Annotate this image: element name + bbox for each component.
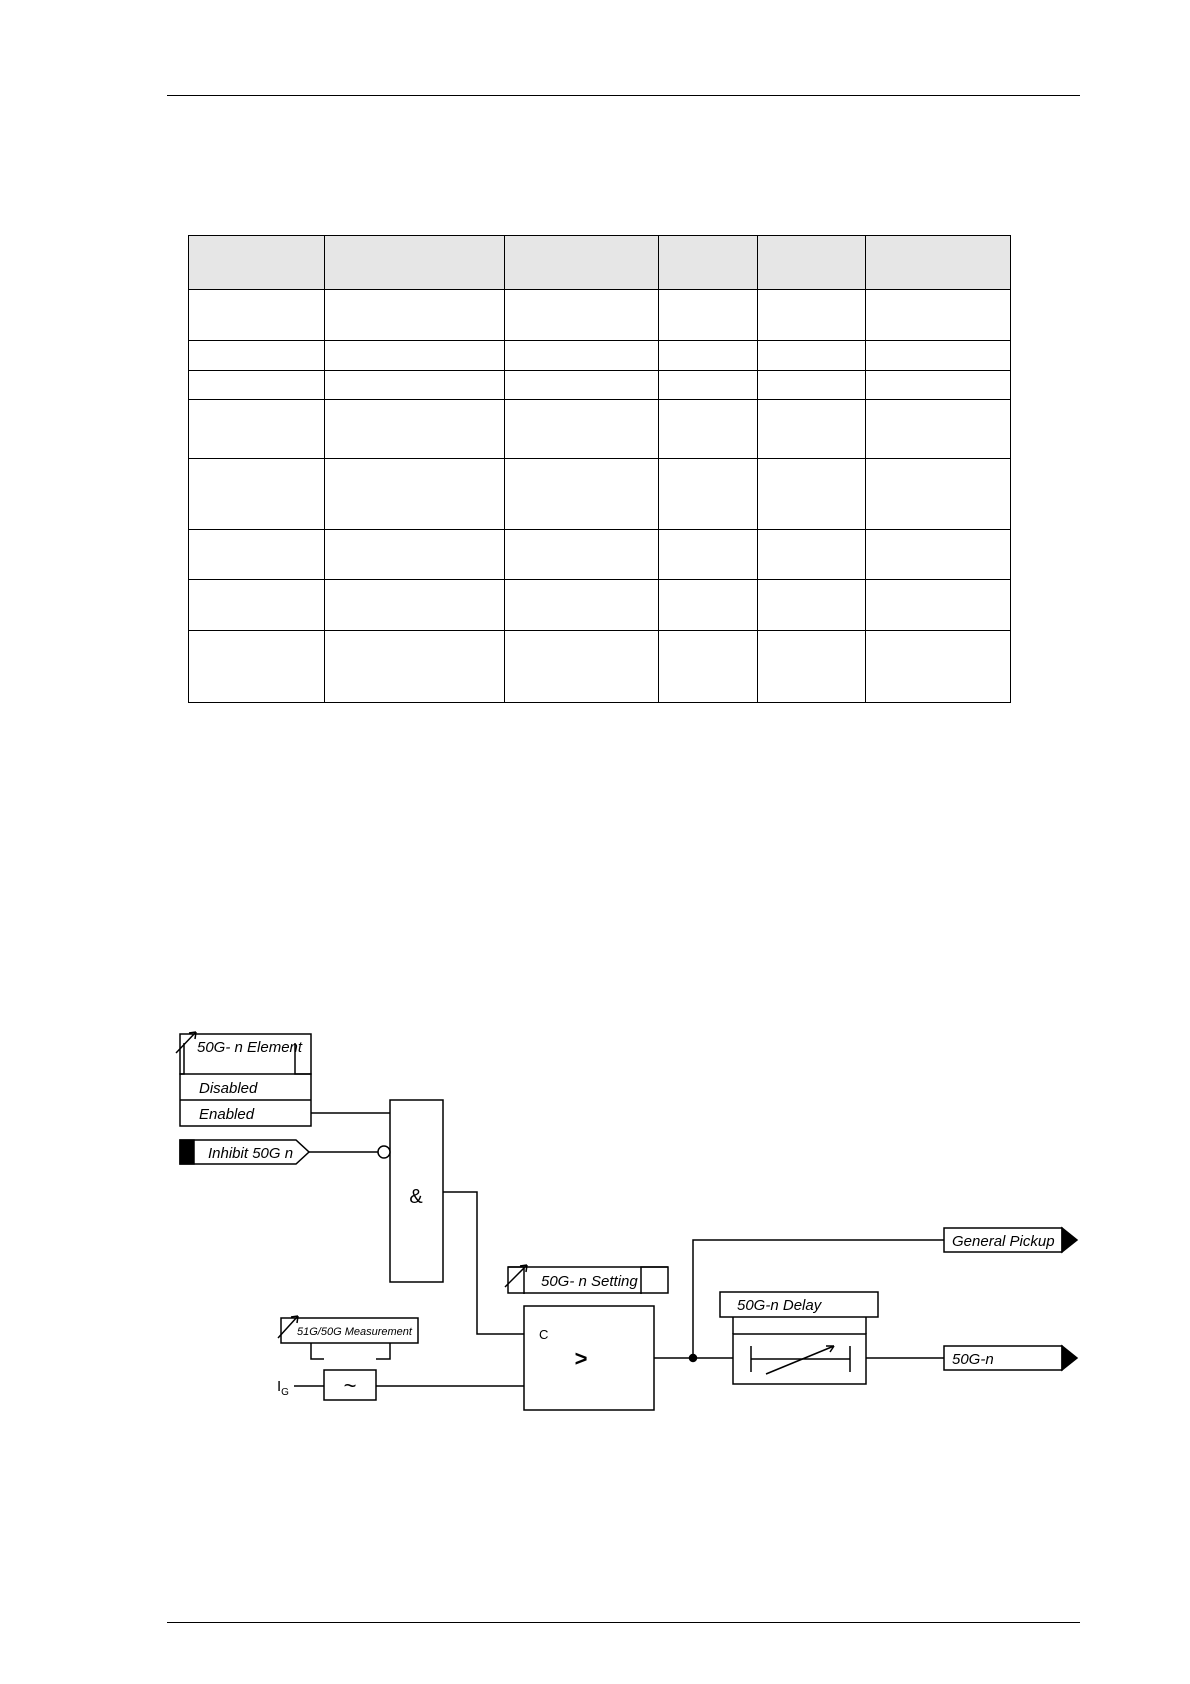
measurement-setting-label: 51G/50G Measurement: [297, 1326, 412, 1338]
and-gate-symbol: &: [409, 1186, 423, 1208]
output-arrow-icon: [1062, 1346, 1077, 1370]
setting-arrow-icon: [176, 1032, 196, 1053]
trip-output-label: 50G-n: [952, 1351, 994, 1368]
element-setting-block: [176, 1032, 311, 1126]
trip-output: [944, 1346, 1077, 1370]
measurement-setting-block: [278, 1316, 418, 1359]
comparator-symbol: >: [574, 1346, 588, 1371]
pickup-setting-label: 50G- n Setting: [541, 1273, 638, 1290]
inhibit-label: Inhibit 50G n: [208, 1145, 294, 1162]
filter-symbol: ~: [343, 1373, 357, 1398]
inverter-bubble: [378, 1146, 390, 1158]
delay-setting-label: 50G-n Delay: [737, 1297, 822, 1314]
output-arrow-icon: [1062, 1228, 1077, 1252]
element-setting-label: 50G- n Element: [197, 1039, 303, 1056]
general-pickup-label: General Pickup: [952, 1233, 1055, 1250]
delay-connector: [733, 1317, 866, 1334]
wire-and-to-comparator: [443, 1192, 524, 1334]
and-gate: [378, 1100, 443, 1282]
adjustable-arrow-icon: [766, 1346, 834, 1374]
comparator: [524, 1306, 654, 1410]
delay-setting-block: [720, 1292, 878, 1334]
general-pickup-output: [944, 1228, 1077, 1252]
comparator-input-label: C: [539, 1327, 549, 1342]
input-current-label: $I_G$: [277, 1378, 289, 1398]
pickup-setting-block: [505, 1265, 668, 1294]
wires: [294, 1113, 944, 1386]
junction-dot: [690, 1355, 697, 1362]
filter-block: [324, 1370, 376, 1400]
inhibit-flag-marker: [180, 1140, 194, 1164]
comparator-box: [524, 1306, 654, 1410]
inhibit-input: [180, 1140, 309, 1164]
option-enabled[interactable]: Enabled: [199, 1106, 255, 1123]
measurement-connector: [311, 1343, 390, 1359]
timer-block: [733, 1334, 866, 1384]
option-disabled[interactable]: Disabled: [199, 1080, 258, 1097]
